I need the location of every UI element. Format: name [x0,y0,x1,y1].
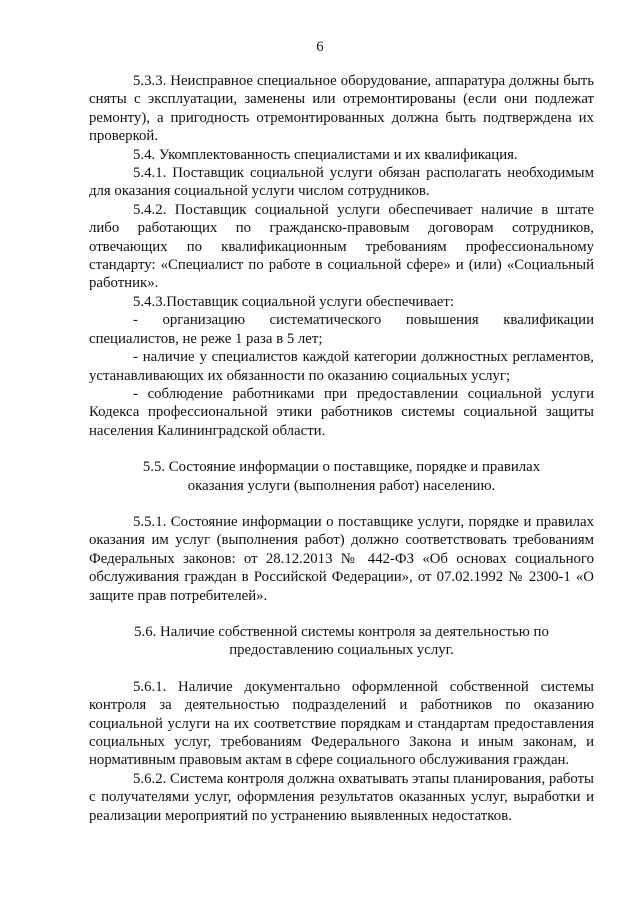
page-number: 6 [316,39,324,55]
paragraph-5-5-1: 5.5.1. Состояние информации о поставщике услуги, порядке и правилах оказания им услуг (выполнения работ) должно соответствовать требованиям Федеральных законов: от 28.12.2013 № 442-ФЗ «Об основах социального обслуживания граждан в Российской Федерации», от 07.02.1992 № 2300-1 «О защите прав потребителей». [89,513,594,604]
section-heading-5-5-line-2: оказания услуги (выполнения работ) населению. [187,477,496,494]
list-item-regulations: - наличие у специалистов каждой категории должностных регламентов, устанавливающих их обязанности по оказанию социальных услуг; [89,349,594,384]
paragraph-5-4-3: 5.4.3.Поставщик социальной услуги обеспечивает: [133,293,454,310]
paragraph-5-4-1: 5.4.1. Поставщик социальной услуги обязан располагать необходимым для оказания социальной услуги числом сотрудников. [89,165,594,200]
section-heading-5-5-line-1: 5.5. Состояние информации о поставщике, порядке и правилах [142,459,541,476]
section-heading-5-6-line-1: 5.6. Наличие собственной системы контроля за деятельностью по [134,623,549,640]
paragraph-5-6-1: 5.6.1. Наличие документально оформленной собственной системы контроля за деятельностью подразделений и работников по оказанию социальной услуги на их соответствие порядкам и стандартам предоставления социальных услуг, требованиям Федерального Закона и иным законам, и нормативным правовым актам в сфере социального обслуживания граждан. [89,678,594,769]
paragraph-5-3-3: 5.3.3. Неисправное специальное оборудование, аппаратура должны быть сняты с эксплуатации, заменены или отремонтированы (если они подлежат ремонту), а пригодность отремонтированных должна быть подтверждена их проверкой. [89,73,594,145]
paragraph-5-4-2: 5.4.2. Поставщик социальной услуги обеспечивает наличие в штате либо работающих по гражданско-правовым договорам сотрудников, отвечающих по квалификационным требованиям профессиональному стандарту: «Специалист по работе в социальной сфере» и (или) «Социальный работник». [89,201,594,292]
paragraph-5-4: 5.4. Укомплектованность специалистами и их квалификация. [133,146,518,163]
spacer [89,660,594,678]
section-heading-5-6-line-2: предоставлению социальных услуг. [229,642,454,659]
document-body [89,72,594,825]
paragraph-5-6-2: 5.6.2. Система контроля должна охватывать этапы планирования, работы с получателями услуг, оформления результатов оказанных услуг, выработки и реализации мероприятий по устранению выявленных недостатков. [89,770,594,824]
spacer [89,495,594,513]
list-item-ethics: - соблюдение работниками при предоставлении социальной услуги Кодекса профессиональной этики работников системы социальной защиты населения Калининградской области. [89,385,594,439]
spacer [89,605,594,623]
spacer [89,440,594,458]
list-item-training: - организацию систематического повышения квалификации специалистов, не реже 1 раза в 5 лет; [89,312,594,347]
